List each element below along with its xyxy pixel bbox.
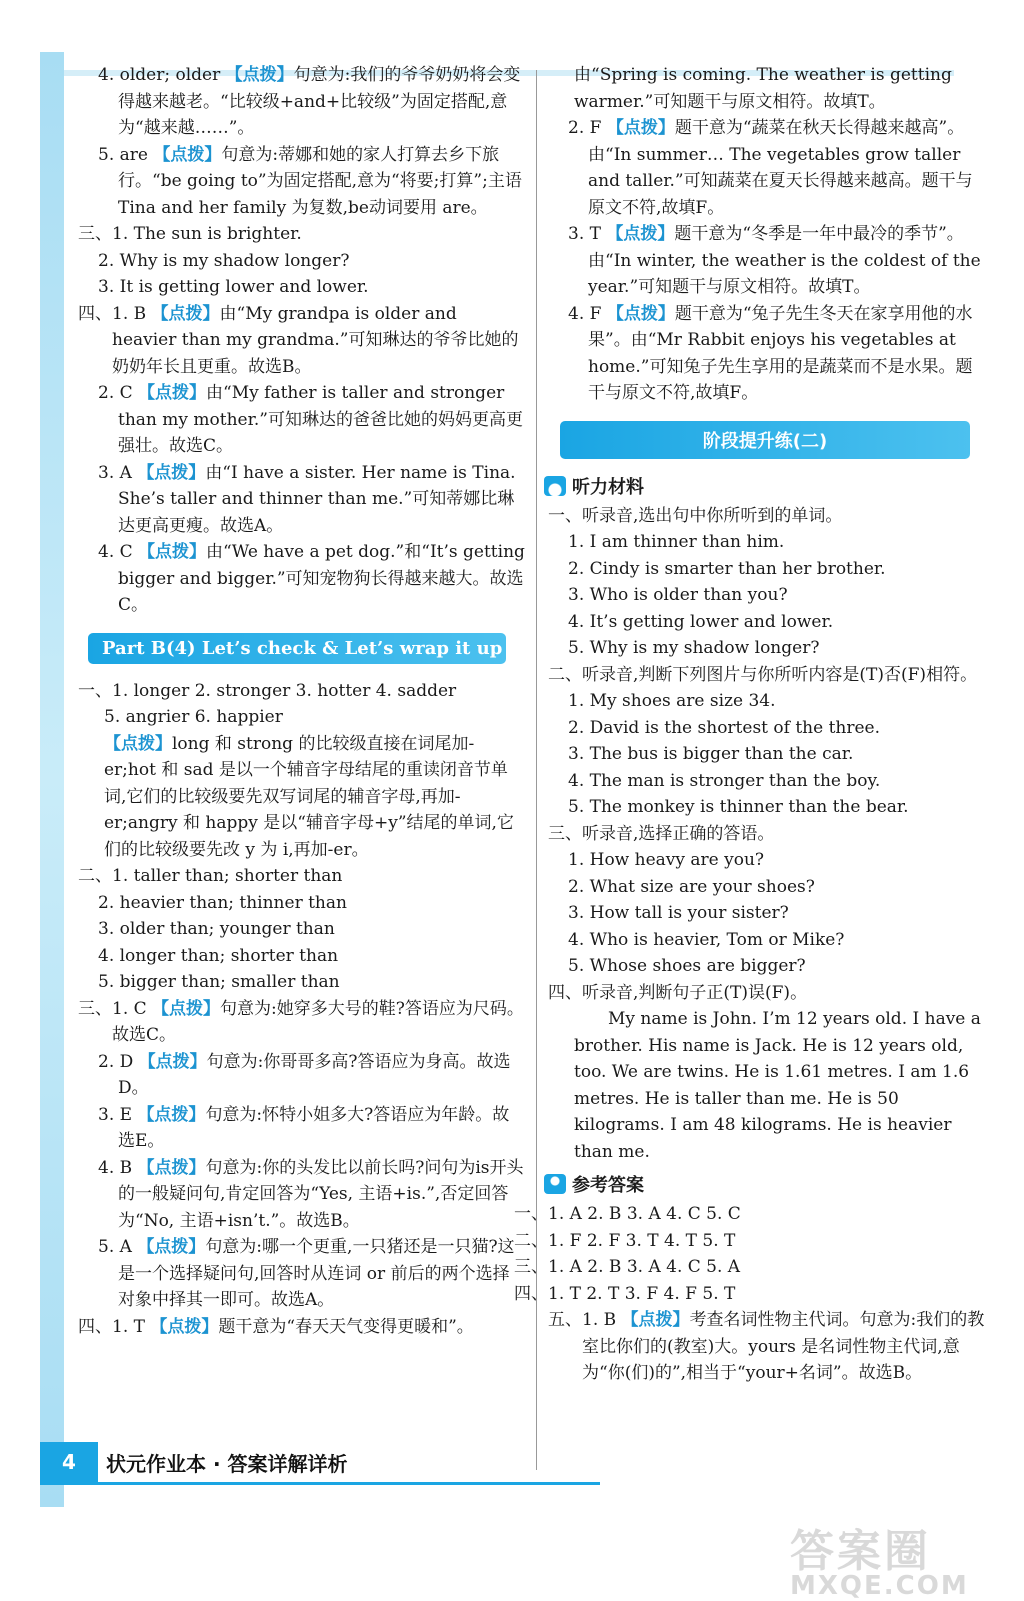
hint-tag: 【点拨】 (225, 65, 294, 85)
answer-text: 2. heavier than; thinner than (98, 892, 347, 913)
answer-text: 考查名词性物主代词。句意为:我们的教室比你们的(教室)大。yours 是名词性物主代词,意为“你(们)的”,相当于“your+名词”。故选B。 (582, 1310, 985, 1383)
hint-tag: 【点拨】 (606, 224, 675, 244)
answer-line (78, 1234, 526, 1314)
answer-text: 2. Why is my shadow longer? (98, 250, 350, 271)
answer-text: 3. How tall is your sister? (568, 903, 789, 923)
answer-text: 句意为:我们的爷爷奶奶将会变得越来越老。“比较级+and+比较级”为固定搭配,意为“越来越……”。 (118, 65, 521, 138)
page-footer (40, 1442, 600, 1485)
answer-line (78, 274, 526, 301)
watermark (790, 1515, 990, 1601)
answer-line (548, 794, 988, 821)
answer-text: 题干意为“春天天气变得更暖和”。 (218, 1316, 474, 1337)
answer-text: 句意为:她穿多大号的鞋?答语应为尺码。故选C。 (112, 998, 524, 1045)
hint-tag: 【点拨】 (137, 1237, 206, 1257)
answer-line (548, 609, 988, 636)
answer-text: My name is John. I’m 12 years old. I have a brother. His name is Jack. He is 12 years old, too. We are twins. He is 1.61 metres. I am 1.6 metres. He is taller than me. He is 50 kilograms. I am 48 kilograms. He is heavier than me. (574, 1009, 981, 1162)
answer-text: 3. It is getting lower and lower. (98, 277, 369, 297)
answer-line (78, 460, 526, 540)
footer-title: 状元作业本 · 答案详解详析 (106, 1452, 348, 1476)
answer-text: 二、听录音,判断下列图片与你所听内容是(T)否(F)相符。 (548, 664, 978, 685)
answer-line (548, 635, 988, 662)
answer-text: 2. C (98, 383, 139, 403)
answer-line (514, 1254, 988, 1281)
answer-line (548, 1006, 988, 1165)
answer-line (78, 678, 526, 705)
answer-text: 四、听录音,判断句子正(T)误(F)。 (548, 982, 808, 1003)
answer-line (548, 582, 988, 609)
answer-line (548, 221, 988, 301)
answer-line (78, 943, 526, 970)
answer-line (548, 115, 988, 221)
answer-line (514, 1228, 988, 1255)
answer-line (548, 768, 988, 795)
answer-line (78, 301, 526, 381)
hint-tag: 【点拨】 (606, 118, 675, 138)
answer-line (78, 731, 526, 864)
hint-tag: 【点拨】 (150, 1316, 219, 1337)
answer-line (78, 380, 526, 460)
answer-text: 4. B (98, 1157, 138, 1178)
watermark-url: MXQE.COM (790, 1571, 969, 1601)
section-banner: 阶段提升练(二) (560, 421, 970, 459)
section-heading (544, 473, 988, 499)
answer-text: 3. A (98, 462, 138, 483)
answer-text: 3. E (98, 1104, 138, 1125)
answer-text: 3. Who is older than you? (568, 585, 788, 605)
answer-text: 1. How heavy are you? (568, 850, 765, 870)
answer-text: 句意为:你的头发比以前长吗?问句为is开头的一般疑问句,肯定回答为“Yes, 主语+is.”,否定回答为“No, 主语+isn’t.”。故选B。 (118, 1157, 524, 1231)
hint-tag: 【点拨】 (138, 1051, 207, 1072)
answer-text: 5. Whose shoes are bigger? (568, 956, 806, 976)
section-heading-text: 听力材料 (572, 476, 644, 498)
answer-line (78, 62, 526, 142)
answer-line (548, 715, 988, 742)
hint-tag: 【点拨】 (137, 462, 206, 483)
answer-line (548, 301, 988, 407)
answer-text: 由“We have a pet dog.”和“It’s getting bigger and bigger.”可知宠物狗长得越来越大。故选C。 (118, 542, 525, 615)
answer-line (548, 503, 988, 530)
answer-line (78, 1314, 526, 1341)
user-icon (544, 1174, 566, 1194)
hint-tag: 【点拨】 (606, 303, 675, 324)
hint-tag: 【点拨】 (151, 303, 220, 324)
answer-line (78, 1049, 526, 1102)
answer-text: 三、1. The sun is brighter. (78, 224, 302, 244)
answer-text: 4. F (568, 303, 607, 324)
answer-line (78, 996, 526, 1049)
hint-tag: 【点拨】 (138, 542, 207, 562)
answer-line (548, 662, 988, 689)
headphones-icon (544, 476, 566, 496)
answer-text: 1. I am thinner than him. (568, 532, 785, 552)
hint-tag: 【点拨】 (137, 1157, 206, 1178)
answer-text: 5. The monkey is thinner than the bear. (568, 797, 909, 817)
answer-text: 2. F (568, 118, 607, 138)
section-banner: Part B(4) Let’s check & Let’s wrap it up (88, 633, 506, 664)
answer-text: 四、1. T 2. T 3. F 4. F 5. T (514, 1283, 736, 1304)
answer-text: 由“Spring is coming. The weather is getting warmer.”可知题干与原文相符。故填T。 (574, 65, 952, 112)
answer-line (548, 847, 988, 874)
answer-text: 四、1. B (78, 303, 152, 324)
answer-text: 二、1. F 2. F 3. T 4. T 5. T (514, 1230, 736, 1251)
hint-tag: 【点拨】 (621, 1310, 690, 1330)
answer-line (548, 874, 988, 901)
answer-line (514, 1281, 988, 1308)
answer-text: 句意为:怀特小姐多大?答语应为年龄。故选E。 (118, 1104, 510, 1151)
answer-line (514, 1201, 988, 1228)
answer-text: 由“My grandpa is older and heavier than my grandma.”可知琳达的爷爷比她的奶奶年长且更重。故选B。 (112, 303, 519, 377)
answer-text: 2. What size are your shoes? (568, 876, 815, 897)
right-column (514, 62, 988, 1387)
answer-line (78, 704, 526, 731)
hint-tag: 【点拨】 (104, 733, 172, 754)
answer-text: 4. Who is heavier, Tom or Mike? (568, 929, 845, 950)
answer-text: 三、1. C (78, 998, 153, 1019)
answer-line (548, 62, 988, 115)
answer-line (548, 980, 988, 1007)
answer-line (78, 539, 526, 619)
answer-line (548, 953, 988, 980)
answer-line (548, 927, 988, 954)
answer-text: 一、1. A 2. B 3. A 4. C 5. C (514, 1204, 741, 1224)
answer-text: 5. angrier 6. happier (104, 707, 283, 727)
answer-line (78, 142, 526, 222)
answer-text: 4. longer than; shorter than (98, 945, 339, 966)
section-heading-text: 参考答案 (572, 1175, 644, 1196)
answer-line (548, 529, 988, 556)
answer-text: 五、1. B (548, 1310, 622, 1330)
answer-line (548, 821, 988, 848)
watermark-logo-text: 答案圈 (790, 1526, 931, 1577)
page-number: 4 (40, 1442, 98, 1482)
answer-line (548, 741, 988, 768)
hint-tag: 【点拨】 (138, 383, 207, 403)
answer-text: 5. are (98, 144, 154, 165)
answer-text: 2. David is the shortest of the three. (568, 717, 881, 738)
answer-text: 三、1. A 2. B 3. A 4. C 5. A (514, 1257, 741, 1277)
answer-text: long 和 strong 的比较级直接在词尾加-er;hot 和 sad 是以一个辅音字母结尾的重读闭音节单词,它们的比较级要先双写词尾的辅音字母,再加-er;angry 和 happy 是以“辅音字母+y”结尾的单词,它们的比较级要先改 y 为 i,再加-er。 (104, 733, 514, 860)
answer-text: 3. T (568, 224, 607, 244)
answer-text: 四、1. T (78, 1316, 151, 1337)
answer-line (78, 916, 526, 943)
page-side-bar (40, 52, 64, 1507)
answer-text: 4. older; older (98, 65, 226, 85)
answer-text: 4. It’s getting lower and lower. (568, 611, 834, 632)
answer-text: 2. D (98, 1051, 139, 1072)
answer-text: 题干意为“蔬菜在秋天长得越来越高”。由“In summer… The vegetables grow taller and taller.”可知蔬菜在夏天长得越来越高。题干与原文不符,故填F。 (588, 118, 973, 218)
answer-text: 4. C (98, 542, 139, 562)
answer-line (78, 1155, 526, 1235)
answer-text: 三、听录音,选择正确的答语。 (548, 823, 775, 844)
answer-line (548, 688, 988, 715)
answer-text: 3. older than; younger than (98, 919, 335, 939)
answer-text: 由“My father is taller and stronger than my mother.”可知琳达的爸爸比她的妈妈更高更强壮。故选C。 (118, 383, 523, 456)
answer-text: 5. A (98, 1237, 138, 1257)
answer-text: 3. The bus is bigger than the car. (568, 744, 854, 764)
hint-tag: 【点拨】 (137, 1104, 206, 1125)
answer-text: 句意为:哪一个更重,一只猪还是一只猫?这是一个选择疑问句,回答时从连词 or 前后的两个选择对象中择其一即可。故选A。 (118, 1237, 515, 1310)
answer-line (78, 863, 526, 890)
answer-text: 一、1. longer 2. stronger 3. hotter 4. sadder (78, 680, 457, 701)
answer-line (78, 221, 526, 248)
answer-line (548, 556, 988, 583)
answer-line (78, 890, 526, 917)
left-column (78, 62, 526, 1340)
answer-text: 题干意为“兔子先生冬天在家享用他的水果”。由“Mr Rabbit enjoys his vegetables at home.”可知兔子先生享用的是蔬菜而不是水果。题干与原文不符,故填F。 (588, 303, 973, 403)
answer-line (78, 248, 526, 275)
answer-text: 4. The man is stronger than the boy. (568, 770, 881, 791)
answer-text: 句意为:你哥哥多高?答语应为身高。故选D。 (118, 1051, 511, 1098)
answer-text: 由“I have a sister. Her name is Tina. She’s taller and thinner than me.”可知蒂娜比琳达更高更瘦。故选A。 (118, 462, 516, 536)
answer-text: 句意为:蒂娜和她的家人打算去乡下旅行。“be going to”为固定搭配,意为“将要;打算”;主语 Tina and her family 为复数,be动词要用 are。 (118, 144, 522, 218)
answer-line (548, 1307, 988, 1387)
section-heading (544, 1171, 988, 1197)
answer-line (548, 900, 988, 927)
answer-line (78, 1102, 526, 1155)
hint-tag: 【点拨】 (152, 998, 221, 1019)
answer-text: 1. My shoes are size 34. (568, 691, 776, 711)
answer-text: 2. Cindy is smarter than her brother. (568, 558, 886, 579)
answer-line (78, 969, 526, 996)
hint-tag: 【点拨】 (153, 144, 222, 165)
answer-text: 5. bigger than; smaller than (98, 972, 340, 992)
answer-text: 一、听录音,选出句中你所听到的单词。 (548, 505, 843, 526)
answer-text: 5. Why is my shadow longer? (568, 638, 820, 658)
answer-text: 题干意为“冬季是一年中最冷的季节”。由“In winter, the weather is the coldest of the year.”可知题干与原文相符。故填T。 (588, 224, 981, 297)
answer-text: 二、1. taller than; shorter than (78, 866, 343, 886)
